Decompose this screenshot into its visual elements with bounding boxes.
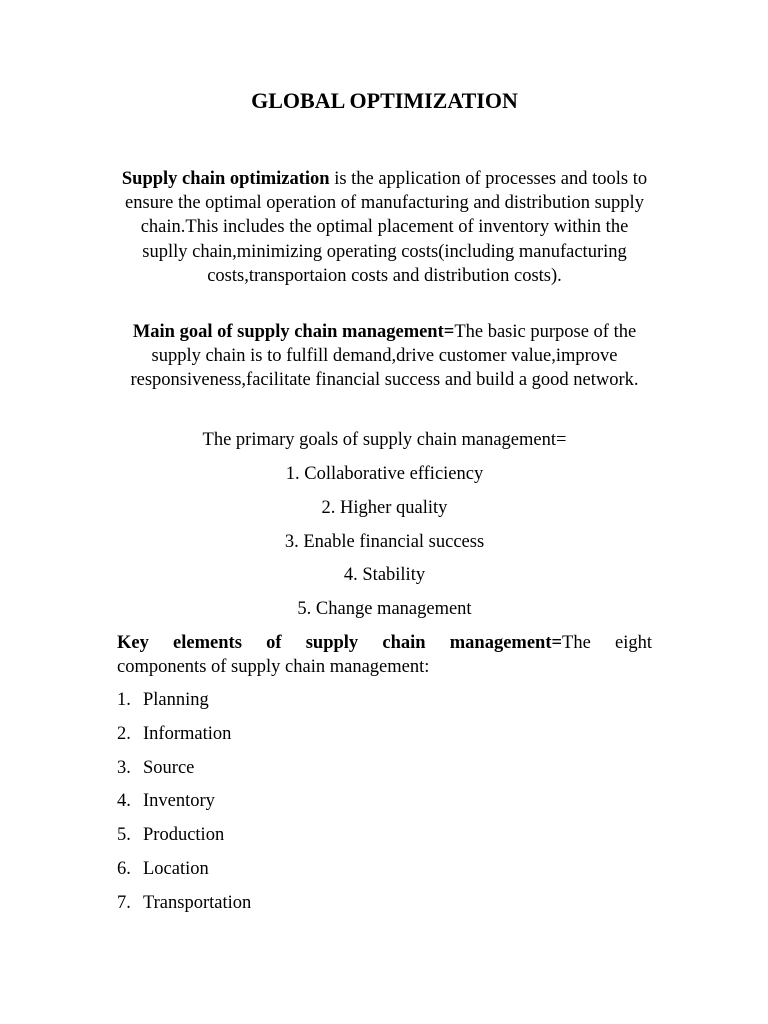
key-elements-text1: The eight	[562, 633, 652, 653]
list-item-label: Transportation	[143, 892, 252, 913]
list-item-number: 3.	[117, 757, 131, 778]
list-item	[117, 789, 652, 823]
list-item-label: Source	[143, 757, 195, 778]
primary-goals-heading: The primary goals of supply chain management=	[202, 430, 567, 450]
key-elements-paragraph	[117, 631, 652, 679]
list-item-label: Planning	[143, 690, 209, 710]
list-item	[117, 688, 652, 722]
list-item	[117, 823, 652, 857]
main-goal-term: Main goal of supply chain management=	[132, 322, 455, 342]
list-item-number: 2.	[117, 723, 131, 744]
key-elements-line2: components of supply chain management:	[117, 657, 430, 677]
main-goal-text: The basic purpose of the supply chain is to fulfill demand,drive customer value,improve responsiveness,facilitate financial success and build a good network.	[130, 322, 639, 391]
components-list	[117, 688, 652, 925]
key-elements-term: Key elements of supply chain management=	[117, 633, 563, 653]
primary-goal-item: 4. Stability	[343, 565, 426, 585]
intro-paragraph	[117, 167, 652, 288]
list-item	[117, 722, 652, 756]
intro-term: Supply chain optimization	[121, 169, 330, 189]
primary-goal-item: 1. Collaborative efficiency	[285, 464, 484, 484]
list-item-label: Production	[143, 825, 225, 846]
list-item-label: Location	[143, 858, 209, 879]
list-item-number: 1.	[117, 690, 131, 710]
list-item	[117, 891, 652, 925]
list-item-number: 4.	[117, 791, 131, 812]
primary-goal-item: 2. Higher quality	[321, 497, 448, 518]
list-item-label: Information	[143, 723, 232, 744]
primary-goal-item: 5. Change management	[297, 599, 472, 619]
list-item	[117, 756, 652, 790]
list-item-number: 6.	[117, 858, 131, 879]
list-item-number: 5.	[117, 825, 131, 846]
list-item	[117, 857, 652, 891]
primary-goal-item: 3. Enable financial success	[284, 531, 485, 552]
list-item-number: 7.	[117, 892, 131, 913]
document-title: GLOBAL OPTIMIZATION	[251, 88, 518, 113]
main-goal-paragraph	[117, 320, 652, 393]
key-elements-line1	[117, 631, 652, 655]
intro-text: is the application of processes and tools to ensure the optimal operation of manufacturing and distribution supply chain.This includes the optimal placement of inventory within the suplly chain,minimizing operating costs(including manufacturing costs,transportaion costs and distribution costs).	[125, 169, 648, 286]
list-item-label: Inventory	[143, 791, 215, 812]
